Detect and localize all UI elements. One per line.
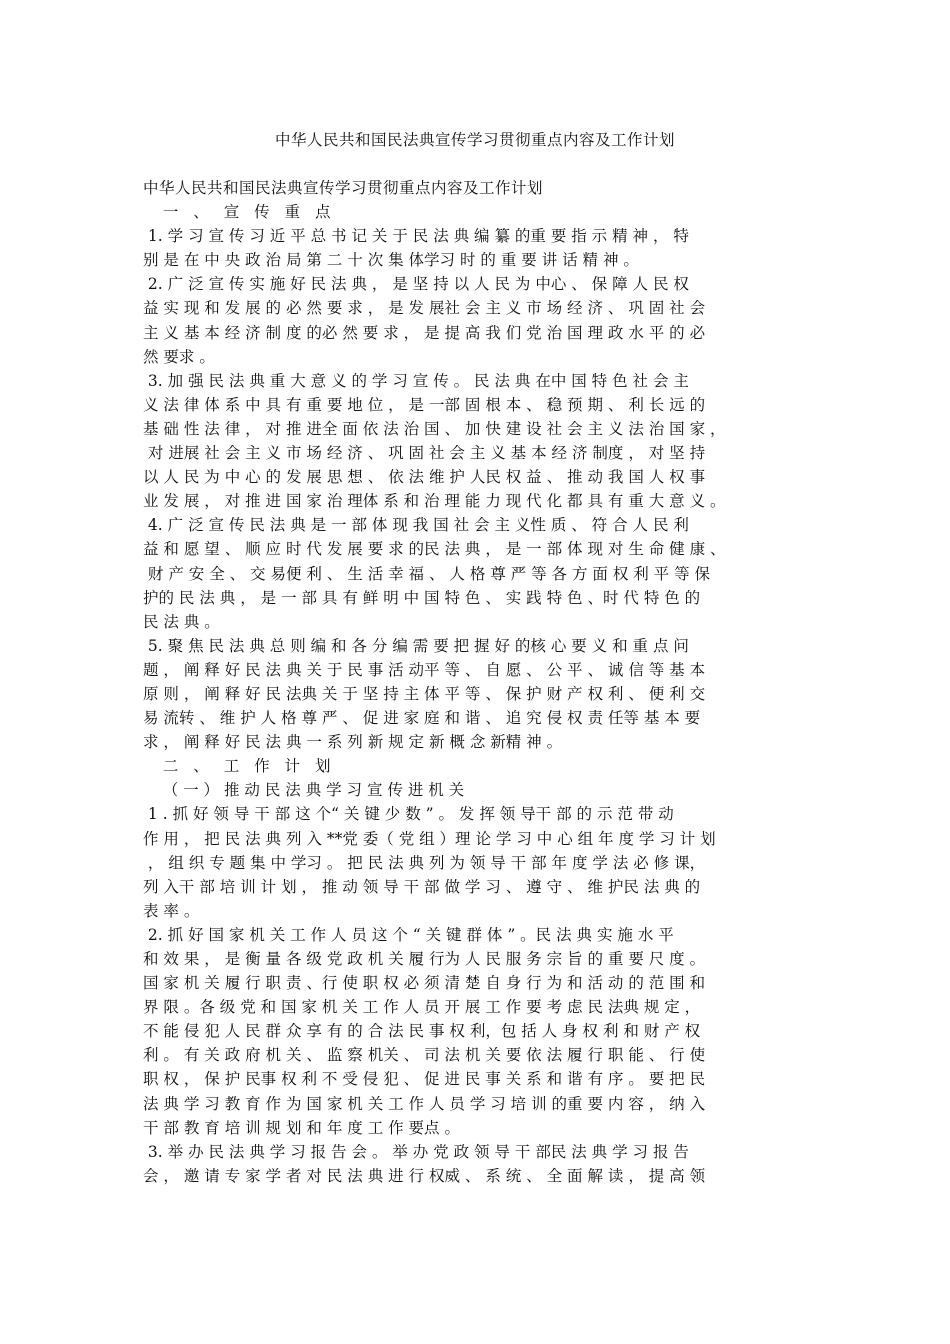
paragraph-line: 作 用 ， 把 民 法 典 列 入 **党 委（ 党 组 ）理 论 学 习 中 心 组 年 度 学 习 计 划 bbox=[143, 829, 716, 848]
paragraph-line: 题 ， 阐 释 好 民 法 典 关 于 民 事 活 动平 等 、 自 愿 、 公 平 、 诚 信 等 基 本 bbox=[143, 660, 706, 679]
paragraph-line: 和 效 果 ， 是 衡 量 各 级 党 政 机 关 履 行为 人 民 服 务 宗 旨 的 重 要 尺 度 。 bbox=[143, 950, 706, 968]
document-body bbox=[143, 176, 815, 1188]
paragraph-line: 对 进展 社 会 主 义 市 场 经 济 、 巩 固 社 会 主 义 基 本 经 济 制度 ， 对 坚 持 bbox=[143, 444, 706, 463]
paragraph-line: 1 . 抓 好 领 导 干 部 这 个“ 关 键 少 数 ” 。 发 挥 领 导干 部 的 示 范 带 动 bbox=[143, 805, 674, 824]
paragraph-line: 以 人 民 为 中 心 的 发 展 思 想 、 依 法 维 护 人民 权 益 、 推 动 我 国 人 权 事 bbox=[143, 468, 706, 487]
paragraph-line: 业 发 展 ， 对 推 进 国 家 治 理体 系 和 治 理 能 力 现 代 化 都 具 有 重 大 意 义 。 bbox=[143, 492, 726, 511]
paragraph-line: 5. 聚 焦 民 法 典 总 则 编 和 各 分 编 需 要 把 握 好 的核 心 要 义 和 重 点 问 bbox=[143, 636, 689, 655]
paragraph-line: 不 能 侵 犯 人 民 群 众 享 有 的 合 法 民 事 权 利，包 括 人 身 权 利 和 财 产 权 bbox=[143, 1022, 701, 1041]
paragraph-line: 3. 加 强 民 法 典 重 大 意 义 的 学 习 宣 传 。 民 法 典 在中 国 特 色 社 会 主 bbox=[143, 371, 689, 390]
paragraph-line: 益 和 愿 望 、 顺 应 时 代 发 展 要 求 的民 法 典 ， 是 一 部 体 现 对 生 命 健 康 、 bbox=[143, 540, 726, 559]
paragraph-line: 民 法 典 。 bbox=[143, 612, 220, 631]
paragraph-line: 义 法 律 体 系 中 具 有 重 要 地 位 ， 是 一部 固 根 本 、 稳 预 期 、 利 长 远 的 bbox=[143, 395, 706, 414]
document-title: 中华人民共和国民法典宣传学习贯彻重点内容及工作计划 bbox=[274, 131, 675, 149]
paragraph-line: 表 率 。 bbox=[143, 901, 200, 920]
paragraph-line: 3. 举 办 民 法 典 学 习 报 告 会 。 举 办 党 政 领 导 干 部民 法 典 学 习 报 告 bbox=[143, 1142, 689, 1161]
paragraph-line: ， 组 织 专 题 集 中 学习 。 把 民 法 典 列 为 领 导 干 部 年 度 学 法 必 修 课， bbox=[143, 853, 706, 872]
paragraph-line: 会 ， 邀 请 专 家 学 者 对 民 法 典 进 行 权威 、 系 统 、 全 面 解 读 ， 提 高 领 bbox=[143, 1166, 706, 1185]
paragraph-line: 国 家 机 关 履 行 职 责 、行 使 职 权 必 须 清 楚 自 身 行 为 和 活 动 的 范 围 和 bbox=[143, 974, 706, 993]
paragraph-line: 职 权 ， 保 护 民事 权 利 不 受 侵 犯 、 促 进 民 事 关 系 和 谐 有 序 。 要 把 民 bbox=[143, 1070, 706, 1089]
paragraph-line: 干 部 教 育 培 训 规 划 和 年 度 工 作 要点 。 bbox=[143, 1118, 460, 1137]
paragraph-line: 1. 学 习 宣 传 习 近 平 总 书 记 关 于 民 法 典 编 纂 的重 要 指 示 精 神 ， 特 bbox=[143, 227, 689, 246]
paragraph-line: 求 ， 阐 释 好 民 法 典 一 系 列 新 规 定 新 概 念 新精 神 。 bbox=[143, 733, 563, 752]
paragraph-line: 利 。 有 关 政 府 机 关 、 监 察 机关 、 司 法 机 关 要 依 法 履 行 职 能 、 行 使 bbox=[143, 1046, 706, 1065]
paragraph-line: 列 入干 部 培 训 计 划 ， 推 动 领 导 干 部 做 学 习 、 遵 守 、 维 护民 法 典 的 bbox=[143, 877, 701, 896]
paragraph-line: 2. 广 泛 宣 传 实 施 好 民 法 典 ， 是 坚 持 以 人 民 为 中心 、 保 障 人 民 权 bbox=[143, 275, 689, 294]
paragraph-line: 基 础 性 法 律 ， 对 推 进全 面 依 法 治 国 、 加 快 建 设 社 会 主 义 法 治 国 家 ， bbox=[143, 419, 726, 438]
paragraph-line: 财 产 安 全 、 交 易便 利 、 生 活 幸 福 、 人 格 尊 严 等 各 方 面 权 利 平 等 保 bbox=[143, 564, 711, 583]
section-heading-1: 一 、 宣 传 重 点 bbox=[143, 203, 336, 222]
paragraph-line: 别 是 在 中 央 政 治 局 第 二 十 次 集 体学习 时 的 重 要 讲 话 精 神 。 bbox=[143, 251, 639, 270]
paragraph-line: 4. 广 泛 宣 传 民 法 典 是 一 部 体 现 我 国 社 会 主 义性 质 、 符 合 人 民 利 bbox=[143, 516, 689, 535]
paragraph-line: 法 典 学 习 教 育 作 为 国 家 机 关 工 作 人 员 学 习 培 训 的重 要 内 容 ， 纳 入 bbox=[143, 1094, 706, 1113]
paragraph-line: 主 义 基 本 经 济 制 度 的必 然 要 求 ， 是 提 高 我 们 党 治 国 理 政 水 平 的 必 bbox=[143, 323, 706, 342]
subsection-heading: （ 一 ） 推 动 民 法 典 学 习 宣 传 进 机 关 bbox=[143, 781, 465, 800]
paragraph-line: 2. 抓 好 国 家 机 关 工 作 人 员 这 个 “ 关 键 群 体 ” 。民 法 典 实 施 水 平 bbox=[143, 925, 674, 944]
paragraph-line: 然 要求 。 bbox=[143, 347, 215, 366]
paragraph-line: 界 限 。各 级 党 和 国 家 机 关 工 作 人 员 开 展 工 作 要 考 虑 民 法典 规 定 ， bbox=[143, 998, 701, 1017]
body-subtitle: 中华人民共和国民法典宣传学习贯彻重点内容及工作计划 bbox=[143, 179, 544, 197]
paragraph-line: 原 则 ， 阐 释 好 民 法典 关 于 坚 持 主 体 平 等 、 保 护 财 产 权 利 、 便 利 交 bbox=[143, 684, 706, 703]
section-heading-2: 二 、 工 作 计 划 bbox=[143, 757, 336, 776]
paragraph-line: 益 实 现 和 发 展 的 必 然 要 求 ， 是 发 展社 会 主 义 市 场 经 济 、 巩 固 社 会 bbox=[143, 299, 706, 318]
paragraph-line: 易 流转 、 维 护 人 格 尊 严 、 促 进 家 庭 和 谐 、 追 究 侵 权 责 任等 基 本 要 bbox=[143, 709, 701, 728]
paragraph-line: 护的 民 法 典 ， 是 一 部 具 有 鲜 明 中 国 特 色 、 实 践 特 色 、时 代 特 色 的 bbox=[143, 588, 701, 607]
